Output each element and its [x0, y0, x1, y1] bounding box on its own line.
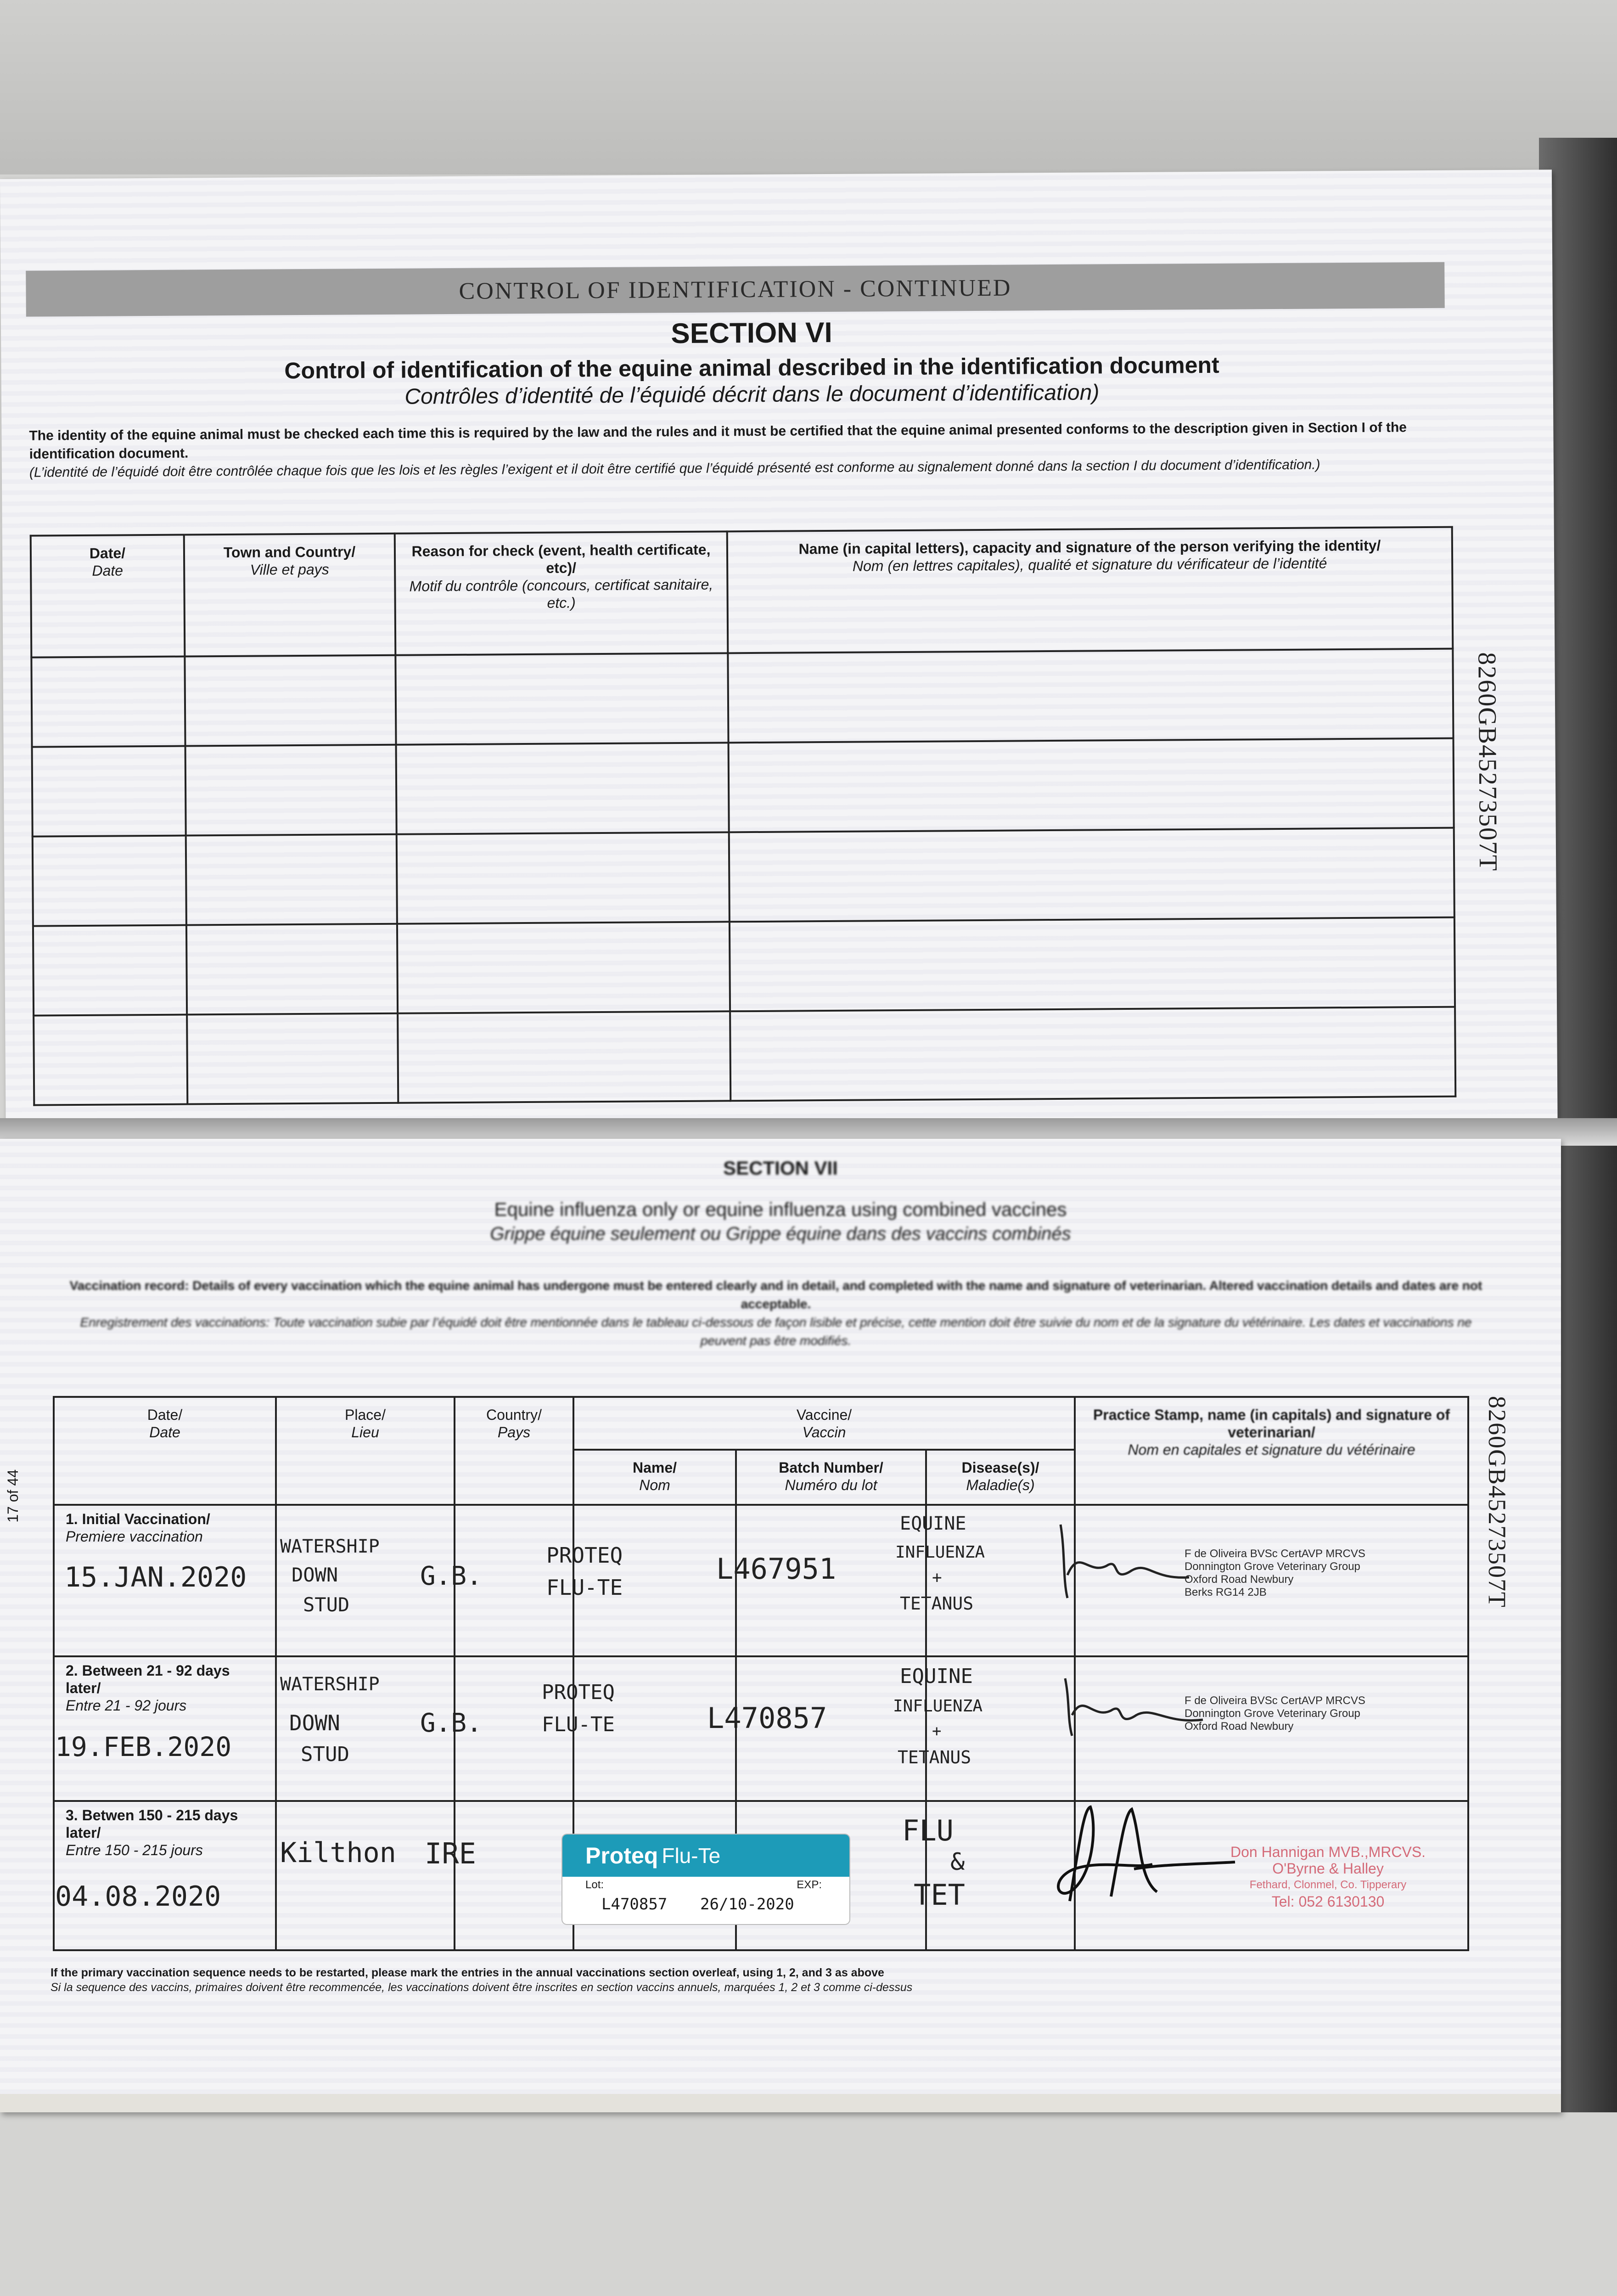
entry-disease-line: &	[950, 1848, 965, 1876]
passport-serial-top: 8260GB45273507T	[1472, 652, 1503, 872]
vet-stamp: F de Oliveira BVSc CertAVP MRCVS Donnington Grove Veterinary Group Oxford Road Newbury Berks RG14 2JB	[1185, 1548, 1365, 1598]
row-label: 3. Betwen 150 - 215 days later/ Entre 150 - 215 jours	[66, 1807, 238, 1858]
banner-text: CONTROL OF IDENTIFICATION - CONTINUED	[459, 275, 1012, 304]
col-date: Date/ Date	[89, 545, 126, 579]
section-vii-subtitle: Equine influenza only or equine influenza using combined vaccines	[494, 1199, 1067, 1220]
entry-disease-line: INFLUENZA	[895, 1543, 985, 1562]
entry-disease-line: FLU	[902, 1814, 954, 1847]
vet-stamp: Don Hannigan MVB.,MRCVS. O'Byrne & Halley Fethard, Clonmel, Co. Tipperary Tel: 052 6130130	[1230, 1844, 1426, 1910]
entry-date: 19.FEB.2020	[55, 1731, 232, 1762]
col-verifier: Name (in capital letters), capacity and signature of the person verifying the identity/ Nom (en lettres capitales), qualité et signature du vérificateur de l’identité	[798, 537, 1381, 574]
col-place: Place/ Lieu	[345, 1407, 386, 1441]
entry-batch: L467951	[716, 1552, 837, 1586]
vaccine-batch-sticker	[562, 1835, 849, 1924]
entry-date: 15.JAN.2020	[64, 1561, 247, 1593]
col-disease: Disease(s)/ Maladie(s)	[961, 1459, 1039, 1493]
section-vii-title: SECTION VII	[723, 1157, 838, 1179]
sticker-exp: 26/10-2020	[700, 1895, 794, 1913]
row-label: 1. Initial Vaccination/ Premiere vaccination	[66, 1511, 210, 1545]
entry-country: G.B.	[420, 1708, 482, 1738]
instructions-en: The identity of the equine animal must be checked each time this is required by the law and the rules and it must be certified that the equine animal presented conforms to the description given in Section I of the identification document.	[29, 420, 1407, 462]
vet-signature	[1051, 1520, 1203, 1603]
sticker-exp-label: EXP:	[797, 1879, 822, 1891]
instructions-fr: (L’identité de l’équidé doit être contrôlée chaque fois que les lois et les règles l’exigent et il doit être certifié que l’équidé présenté est conforme au signalement donné dans la section I du document d’identification.)	[29, 457, 1320, 480]
sticker-brand: Proteq Flu-Te	[562, 1835, 849, 1877]
entry-vaccine-line: PROTEQ	[542, 1681, 615, 1704]
col-reason: Reason for check (event, health certificate, etc)/ Motif du contrôle (concours, certificat sanitaire, etc.)	[409, 541, 713, 611]
section-vii-page	[0, 1139, 1561, 2112]
col-vaccine-name: Name/ Nom	[632, 1459, 677, 1493]
entry-place-line: STUD	[303, 1593, 350, 1616]
sticker-lot: L470857	[601, 1895, 668, 1913]
vet-stamp: F de Oliveira BVSc CertAVP MRCVS Donnington Grove Veterinary Group Oxford Road Newbury	[1185, 1694, 1365, 1733]
col-date: Date/ Date	[147, 1407, 183, 1441]
entry-disease-line: +	[932, 1568, 942, 1587]
entry-country: IRE	[425, 1837, 476, 1870]
entry-disease-line: EQUINE	[900, 1513, 966, 1534]
scanner-background	[0, 0, 1617, 174]
col-town-country: Town and Country/ Ville et pays	[223, 543, 356, 578]
table-row	[32, 738, 1454, 837]
col-batch: Batch Number/ Numéro du lot	[779, 1459, 883, 1493]
section-vi-page	[0, 169, 1558, 1134]
passport-serial-bottom: 8260GB45273507T	[1483, 1396, 1511, 1608]
entry-country: G.B.	[420, 1561, 482, 1591]
footnote: If the primary vaccination sequence needs to be restarted, please mark the entries in the annual vaccinations section overleaf, using 1, 2, and 3 as above Si la sequence des vaccins, primaires doivent être recommencée, les vaccinations doivent être inscrites en section vaccins annuels, marquées 1, 2 et 3 comme ci-dessus	[51, 1966, 913, 1994]
entry-place-line: DOWN	[289, 1711, 340, 1735]
table-row	[31, 649, 1453, 747]
entry-disease-line: TETANUS	[900, 1593, 974, 1614]
entry-disease-line: TETANUS	[898, 1747, 971, 1767]
col-vaccine: Vaccine/ Vaccin	[796, 1407, 852, 1441]
entry-place-line: STUD	[301, 1743, 349, 1766]
entry-disease-line: +	[932, 1722, 942, 1740]
page-number: 17 of 44	[5, 1469, 21, 1523]
entry-date: 04.08.2020	[55, 1880, 221, 1913]
table-row	[34, 1007, 1455, 1105]
table-row	[33, 917, 1455, 1016]
entry-disease-line: TET	[914, 1878, 965, 1912]
row-label: 2. Between 21 - 92 days later/ Entre 21 - 92 jours	[66, 1662, 230, 1714]
section-subtitle: Control of identification of the equine animal described in the identification document	[284, 352, 1219, 384]
instructions	[29, 418, 1434, 482]
table-row	[33, 828, 1454, 926]
entry-disease-line: INFLUENZA	[893, 1697, 983, 1716]
entry-place-line: WATERSHIP	[280, 1674, 380, 1695]
section-subtitle-fr: Contrôles d’identité de l’équidé décrit dans le document d’identification)	[404, 380, 1100, 409]
sticker-lot-label: Lot:	[585, 1879, 604, 1891]
col-country: Country/ Pays	[486, 1407, 542, 1441]
identity-check-table	[30, 526, 1457, 1106]
vet-signature	[1042, 1800, 1244, 1906]
section-banner	[26, 262, 1445, 317]
entry-vaccine-line: FLU-TE	[542, 1713, 615, 1736]
col-stamp: Practice Stamp, name (in capitals) and signature of veterinarian/ Nom en capitales et signature du vétérinaire	[1093, 1407, 1450, 1458]
section-vii-subtitle-fr: Grippe équine seulement ou Grippe équine dans des vaccins combinés	[490, 1224, 1071, 1244]
vaccination-instructions: Vaccination record: Details of every vaccination which the equine animal has undergone must be entered clearly and in detail, and completed with the name and signature of veterinarian. Altered vaccination details and dates are not acceptable. Enregistrement des vaccinations: Toute vaccination subie par l’équidé doit être mentionnée dans le tableau ci-dessous de façon lisible et précise, cette mention doit être suivie du nom et de la signature du vétérinaire. Les dates et vaccinations ne peuvent pas être modifiés.	[69, 1278, 1482, 1348]
entry-disease-line: EQUINE	[900, 1665, 973, 1688]
entry-vaccine-line: FLU-TE	[546, 1575, 623, 1600]
section-title: SECTION VI	[671, 316, 832, 350]
entry-vaccine-line: PROTEQ	[546, 1543, 623, 1568]
entry-place-line: WATERSHIP	[280, 1536, 380, 1557]
entry-batch: L470857	[707, 1701, 827, 1735]
entry-place-line: DOWN	[292, 1564, 338, 1586]
entry-place-line: Kilthon	[280, 1837, 396, 1869]
